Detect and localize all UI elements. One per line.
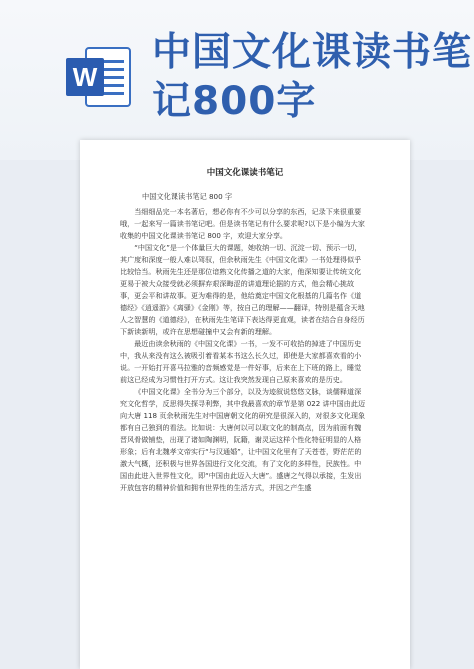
document-body xyxy=(120,206,368,494)
word-document-icon xyxy=(64,42,134,112)
paragraph: “中国文化”是一个体量巨大的课题，她收纳一切、沉淀一切、预示一切，其广度和深度一般人难以驾驭，但余秋雨先生《中国文化课》一书处理得似乎比较恰当。秋雨先生还是那位谙熟文化传播之道的大家，他深知要让传统文化更易于被大众接受就必须摒弃艰深晦涩的讲道理论据的方式，他会精心挑故事，更会平和讲故事。更为难得的是，他给奠定中国文化根基的几篇名作《道德经》《逍遥游》《离骚》《金刚》等，按自己的理解——翻译，特别是蕴含天地人之智慧的《道德经》，在秋雨先生笔译下表达得更直观，读者在结合自身经历下新读新明，或许在思想碰撞中又会有新的理解。 xyxy=(120,243,365,336)
page-title-line-1: 中国文化课读书笔 xyxy=(152,30,473,75)
paragraph: 《中国文化课》全书分为三个部分，以及为迹叙说悠悠文脉，谈儒释道深究文化哲学，反思得失探寻利弊，其中我最喜欢的章节是第 022 讲中国由此迈向大唐 118 页余秋雨先生对中国唐朝文化的研究是很深入的，对很多文化现象都有自己独到的看法。比如说：大唐何以可以取文化的制高点，因为前面有魏晋风骨做铺垫，出现了诸如陶渊明，阮籍，谢灵运这样个性化特征明显的人格形象；后有北魏孝文帝实行“与汉通婚”，让中国文化里有了天苍苍，野茫茫的激大气概，还积极与世界各国进行文化交流，有了文化的多样性，民族性。中国由此进入世界性文化，即“中国由此迈入大唐”。盛唐之气得以承接，生发出开放包容的精神价值和拥有世界性的生活方式，并因之产生盛 xyxy=(120,387,366,492)
header-banner xyxy=(0,0,474,160)
paragraph: 最近由读余秋雨的《中国文化课》一书，一发不可收拾的掉进了中国历史中，我从来没有这么被吸引着看某本书这么长久过，即使是大家都喜欢看的小说。一开始打开喜马拉雅的音频感觉是一件好事，后来在上下班的路上，睡觉前这已经成为习惯性打开方式。这让我突然发现自己原来喜欢的是历史。 xyxy=(120,339,362,384)
page-title-line-2: 记800字 xyxy=(152,79,317,124)
word-icon-letter: W xyxy=(72,62,98,92)
document-title: 中国文化课读书笔记 xyxy=(206,168,284,178)
document-subtitle: 中国文化课读书笔记 800 字 xyxy=(142,192,233,201)
paragraph: 当细细品完一本名著后，想必你有不少可以分享的东西，记录下来很重要哦，一起来写一篇读书笔记吧。但是读书笔记有什么要求呢?以下是小编为大家收集的中国文化课读书笔记 800 字，欢迎大家分享。 xyxy=(120,207,365,240)
document-page xyxy=(80,140,410,669)
page-title xyxy=(152,28,473,126)
